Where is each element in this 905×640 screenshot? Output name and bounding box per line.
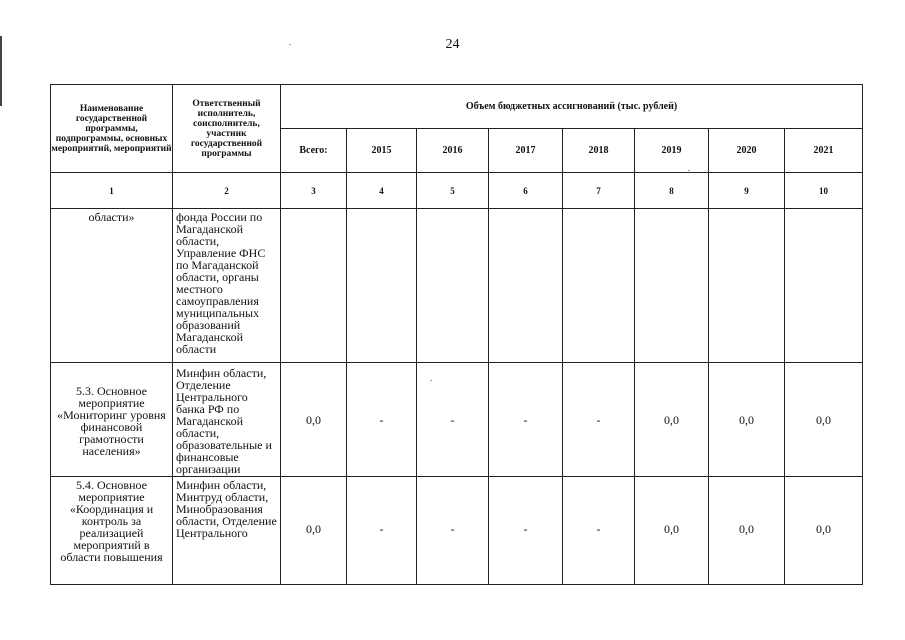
value-cell: 0,0 [709, 477, 785, 585]
value-cell: 0,0 [785, 363, 863, 477]
column-number: 1 [51, 173, 173, 209]
header-year: 2015 [347, 129, 417, 173]
value-cell: - [417, 363, 489, 477]
value-cell: - [489, 477, 563, 585]
column-number: 6 [489, 173, 563, 209]
program-name-cell: 5.3. Основное мероприятие «Мониторинг уровня финансовой грамотности населения» [51, 363, 173, 477]
value-cell: - [489, 363, 563, 477]
value-cell: - [417, 477, 489, 585]
header-year: 2018 [563, 129, 635, 173]
total-cell [281, 209, 347, 363]
header-executor: Ответственный исполнитель, соисполнитель, участник государственной программы [173, 85, 281, 173]
scan-speck [289, 44, 291, 45]
header-program-name: Наименование государственной программы, подпрограммы, основных мероприятий, мероприятий [51, 85, 173, 173]
executor-cell: Минфин области, Минтруд области, Минобразования области, Отделение Центрального [173, 477, 281, 585]
column-number: 7 [563, 173, 635, 209]
column-number: 8 [635, 173, 709, 209]
column-number-row [51, 173, 863, 209]
column-number: 10 [785, 173, 863, 209]
header-total: Всего: [281, 129, 347, 173]
value-cell [563, 209, 635, 363]
value-cell [709, 209, 785, 363]
header-year: 2017 [489, 129, 563, 173]
page-number: 24 [445, 37, 460, 52]
value-cell: - [563, 477, 635, 585]
column-number: 9 [709, 173, 785, 209]
table-row [51, 363, 863, 477]
value-cell: - [347, 477, 417, 585]
budget-table [50, 84, 863, 585]
total-cell: 0,0 [281, 477, 347, 585]
value-cell: - [563, 363, 635, 477]
value-cell: 0,0 [635, 363, 709, 477]
table-row [51, 477, 863, 585]
value-cell: 0,0 [635, 477, 709, 585]
header-year: 2020 [709, 129, 785, 173]
header-year: 2021 [785, 129, 863, 173]
value-cell [347, 209, 417, 363]
header-budget: Объем бюджетных ассигнований (тыс. рублей) [281, 85, 863, 129]
header-year: 2016 [417, 129, 489, 173]
scan-edge-line [0, 36, 2, 106]
header-row [51, 85, 863, 129]
value-cell: 0,0 [785, 477, 863, 585]
executor-cell: фонда России по Магаданской области, Управление ФНС по Магаданской области, органы местного самоуправления муниципальных образований Магаданской области [173, 209, 281, 363]
value-cell: 0,0 [709, 363, 785, 477]
value-cell [635, 209, 709, 363]
value-cell [489, 209, 563, 363]
value-cell: - [347, 363, 417, 477]
column-number: 2 [173, 173, 281, 209]
value-cell [785, 209, 863, 363]
column-number: 4 [347, 173, 417, 209]
executor-cell: Минфин области, Отделение Центрального банка РФ по Магаданской области, образовательные и финансовые организации [173, 363, 281, 477]
table-row [51, 209, 863, 363]
column-number: 5 [417, 173, 489, 209]
program-name-cell: 5.4. Основное мероприятие «Координация и контроль за реализацией мероприятий в области повышения [51, 477, 173, 585]
header-year: 2019 [635, 129, 709, 173]
column-number: 3 [281, 173, 347, 209]
value-cell [417, 209, 489, 363]
program-name-cell: области» [51, 209, 173, 363]
total-cell: 0,0 [281, 363, 347, 477]
